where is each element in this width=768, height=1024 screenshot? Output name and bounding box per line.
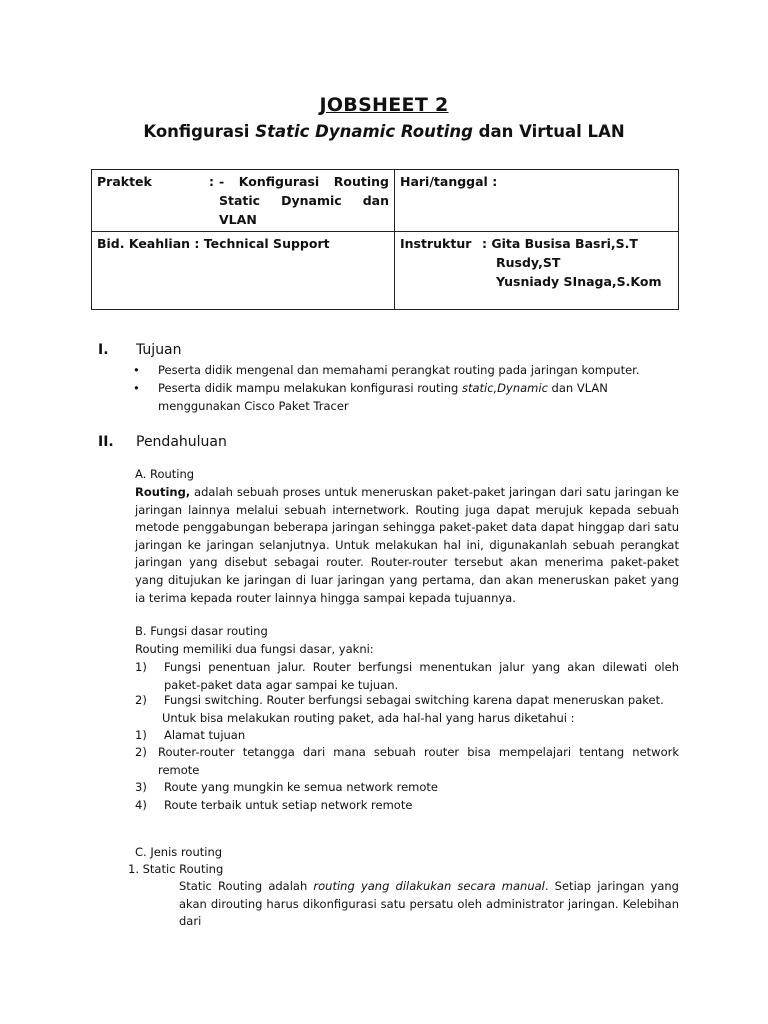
fungsi-note: Untuk bisa melakukan routing paket, ada hal-hal yang harus diketahui : (162, 711, 575, 725)
routing-paragraph (135, 484, 679, 607)
list-text: Route terbaik untuk setiap network remote (164, 798, 413, 812)
list-number: 2) (135, 745, 147, 759)
instruktur-name-3: Yusniady SInaga,S.Kom (496, 274, 662, 289)
praktek-value: - Konfigurasi Routing Static Dynamic dan VLAN (219, 174, 389, 227)
list-number: 1) (135, 660, 147, 674)
subheading-jenis: C. Jenis routing (135, 845, 223, 859)
list-number: 4) (135, 798, 147, 812)
subtitle-pre: Konfigurasi (143, 122, 256, 141)
list-text: Router-router tetangga dari mana sebuah router bisa mempelajari tentang network remote (158, 745, 679, 777)
static-post: . Setiap jaringan yang akan dirouting harus dikonfigurasi satu persatu oleh administrator jaringan. Kelebihan dari (179, 879, 679, 929)
routing-text: adalah sebuah proses untuk meneruskan paket-paket jaringan dari satu jaringan ke jaringan lainnya melalui sebuah internetwork. Routing juga dapat merujuk kepada sebuah metode penggabungan beberapa jaringan sehingga paket-paket data dapat hinggap dari satu jaringan ke jaringan selanjutnya. Untuk melakukan hal ini, digunakanlah sebuah perangkat jaringan yang disebut sebagai router. Router-router tersebut akan menerima paket-paket yang ditujukan ke jaringan di luar jaringan yang pertama, dan akan meneruskan paket yang ia terima kepada router lainnya hingga sampai kepada tujuannya. (135, 485, 679, 605)
fungsi-intro: Routing memiliki dua fungsi dasar, yakni: (135, 642, 374, 656)
info-table (91, 169, 679, 310)
list-item (135, 779, 679, 797)
bid-keahlian: Bid. Keahlian : Technical Support (97, 236, 330, 251)
list-text: Fungsi penentuan jalur. Router berfungsi menentukan jalur yang akan dilewati oleh paket-paket data agar sampai ke tujuan. (164, 660, 679, 692)
hari-cell (395, 170, 679, 232)
instruktur-name-1: : Gita Busisa Basri,S.T (482, 236, 638, 251)
instruktur-cell (395, 232, 679, 310)
praktek-label: Praktek (97, 174, 152, 189)
bullet-item (133, 362, 679, 380)
list-number: 1) (135, 728, 147, 742)
bullet-text-italic: static,Dynamic (461, 381, 548, 395)
section-number: I. (98, 342, 109, 358)
subheading-static: 1. Static Routing (128, 862, 224, 876)
instruktur-label: Instruktur (400, 236, 472, 251)
bullet-icon: • (133, 381, 140, 395)
list-item (135, 692, 679, 710)
bullet-text-pre: Peserta didik mampu melakukan konfigurasi routing (158, 381, 459, 395)
bullet-icon: • (133, 363, 140, 377)
subheading-fungsi: B. Fungsi dasar routing (135, 624, 268, 638)
bullet-text (158, 380, 679, 415)
section-pendahuluan-heading (98, 434, 227, 450)
section-tujuan-heading (98, 342, 182, 358)
page-title: JOBSHEET 2 (319, 94, 449, 116)
bullet-text: Peserta didik mengenal dan memahami perangkat routing pada jaringan komputer. (158, 363, 640, 377)
praktek-cell (92, 170, 395, 232)
static-italic: routing yang dilakukan secara manual (313, 879, 545, 893)
static-pre: Static Routing adalah (179, 879, 314, 893)
bullet-text-post: dan VLAN menggunakan Cisco Paket Tracer (158, 381, 608, 413)
list-text: Alamat tujuan (164, 728, 246, 742)
routing-lead: Routing, (135, 485, 191, 499)
subheading-routing: A. Routing (135, 467, 195, 481)
list-number: 2) (135, 693, 147, 707)
subtitle-italic: Static Dynamic Routing (255, 122, 473, 141)
subtitle-post: dan Virtual LAN (472, 122, 625, 141)
list-item (135, 659, 679, 694)
list-text: Route yang mungkin ke semua network remote (164, 780, 438, 794)
section-title: Tujuan (136, 342, 182, 358)
page-subtitle (0, 122, 768, 141)
hari-label: Hari/tanggal : (400, 174, 498, 189)
praktek-colon: : (209, 174, 214, 189)
list-number: 3) (135, 780, 147, 794)
bullet-item (133, 380, 679, 415)
section-number: II. (98, 434, 114, 450)
list-item (135, 744, 679, 779)
section-title: Pendahuluan (136, 434, 227, 450)
list-item (135, 727, 679, 745)
list-item (135, 797, 679, 815)
static-paragraph (179, 878, 679, 931)
list-text: Fungsi switching. Router berfungsi sebagai switching karena dapat meneruskan paket. (164, 693, 664, 707)
bid-cell (92, 232, 395, 310)
instruktur-name-2: Rusdy,ST (496, 255, 561, 270)
